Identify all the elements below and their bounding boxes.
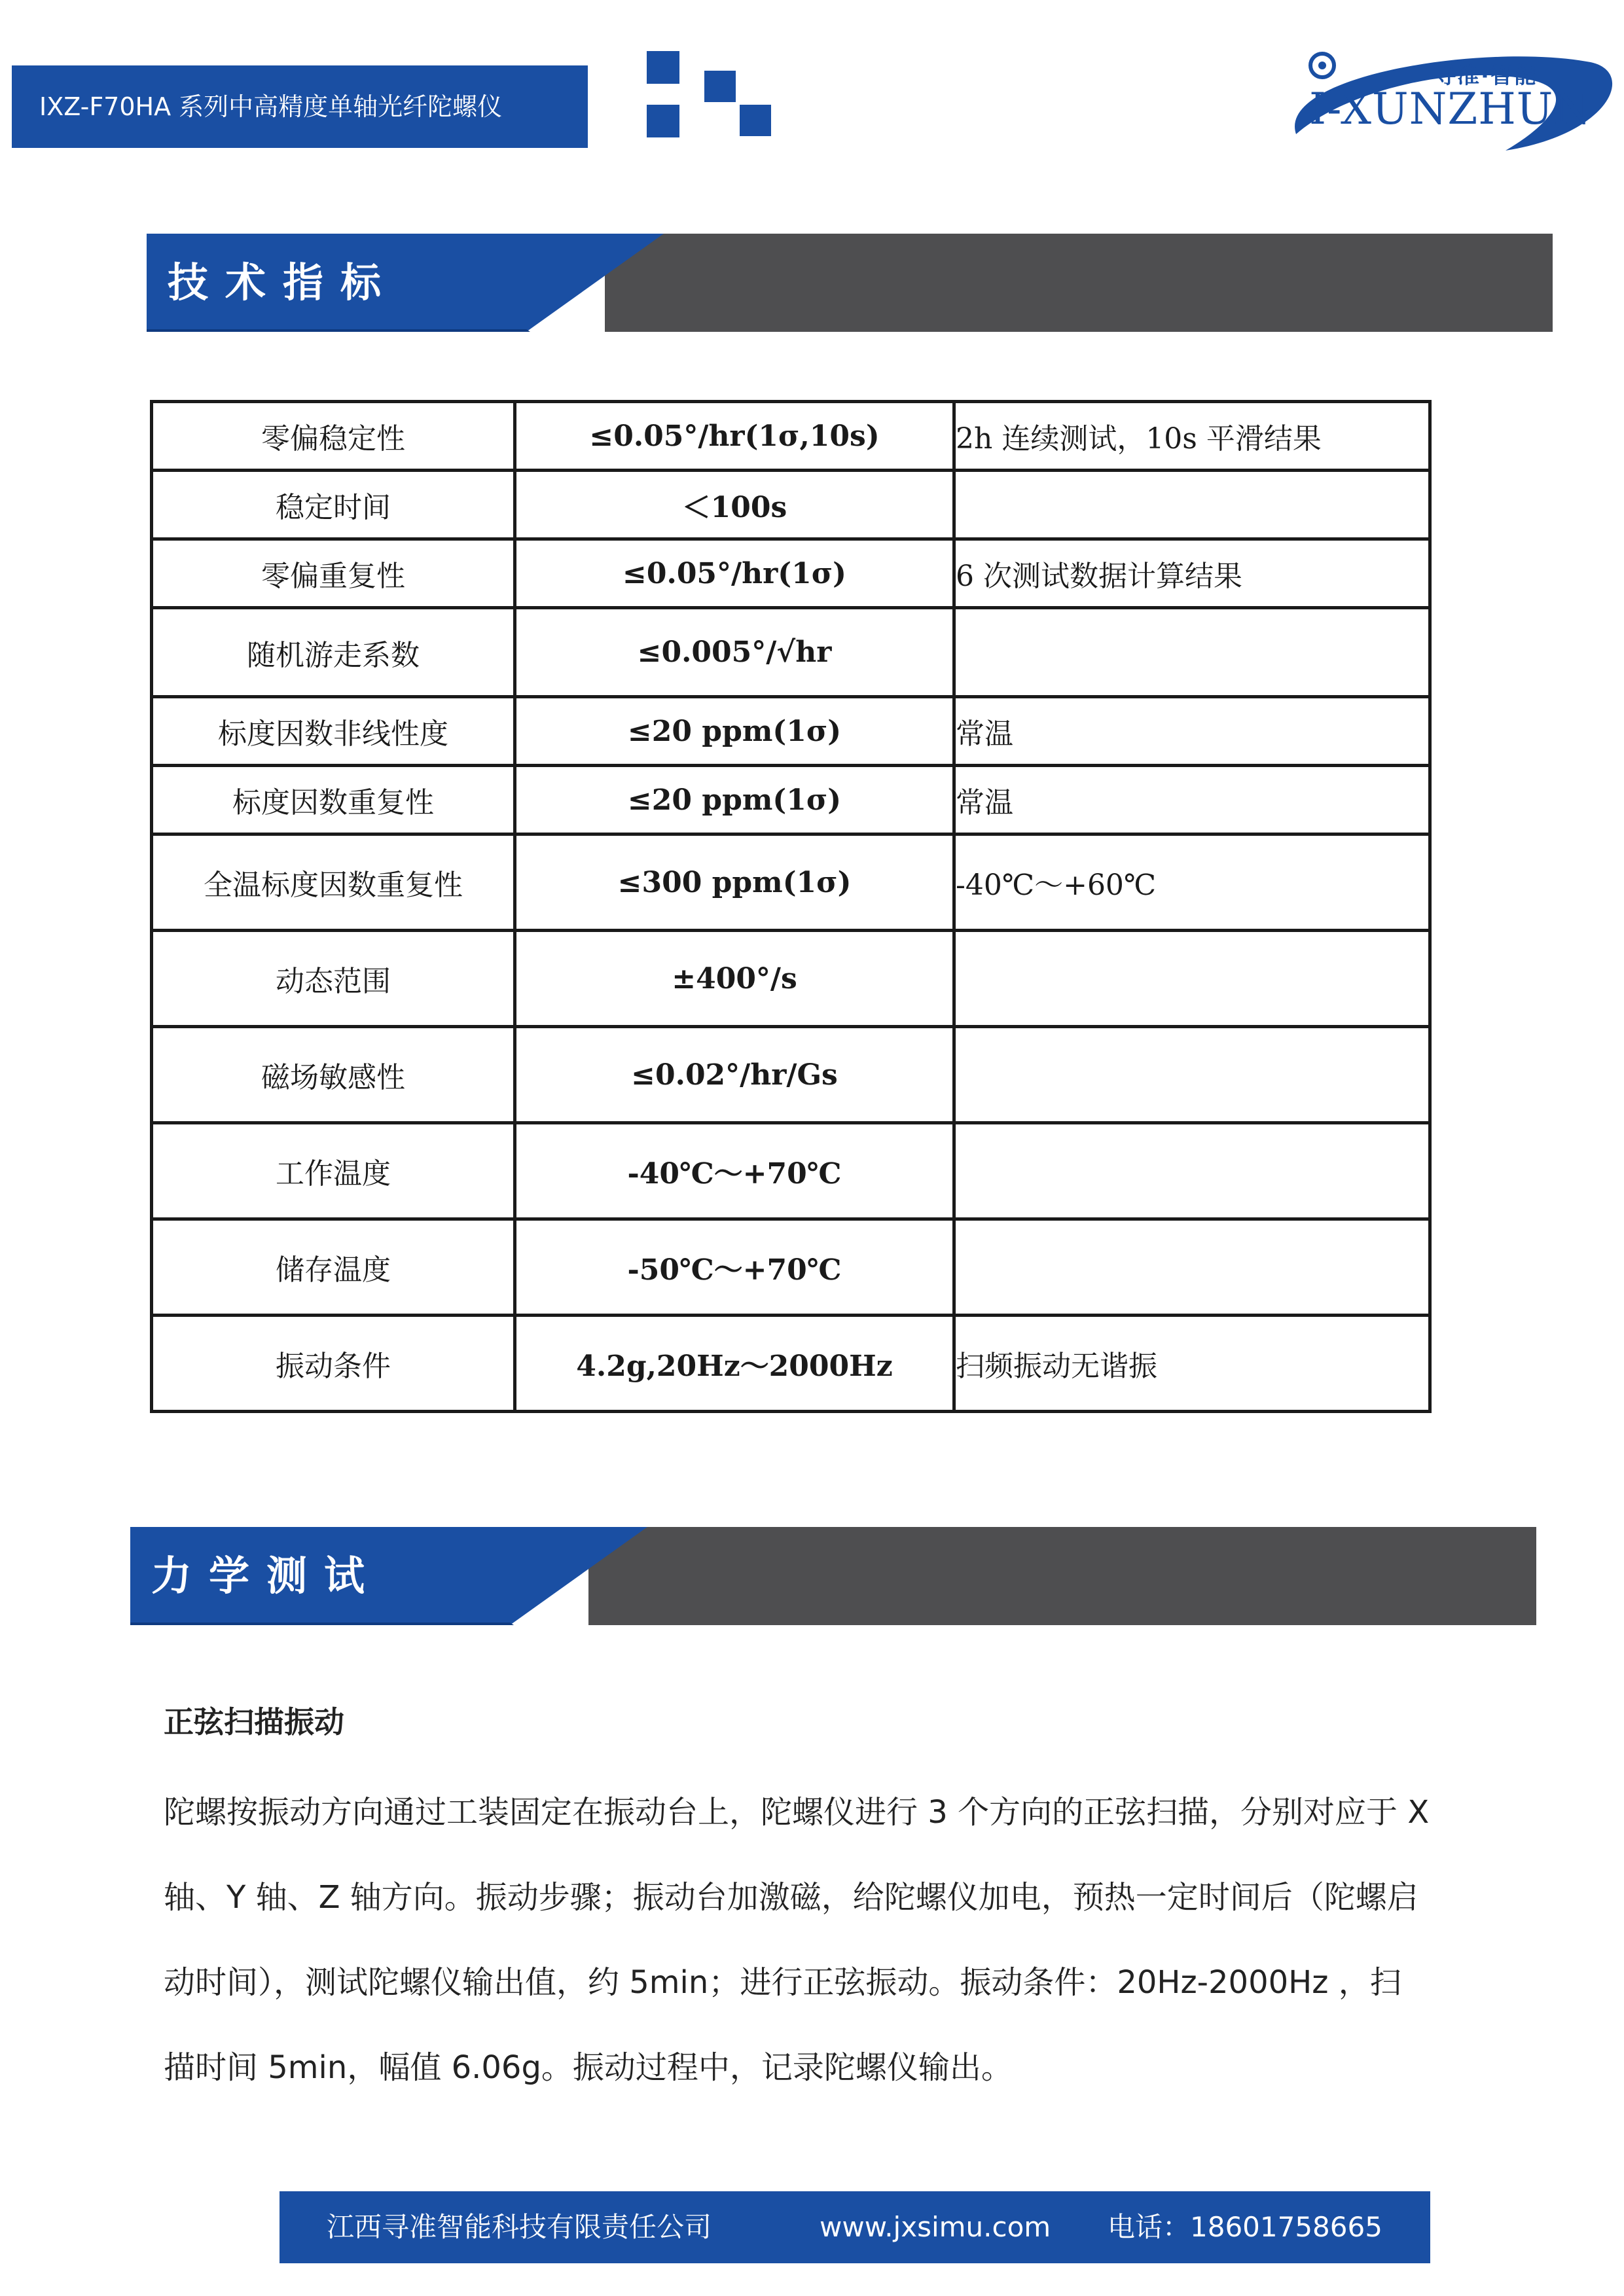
- spec-value: ≤0.005°/√hr: [515, 608, 954, 697]
- spec-value: ±400°/s: [515, 931, 954, 1027]
- decor-square: [647, 51, 679, 84]
- spec-name: 储存温度: [152, 1219, 515, 1316]
- spec-note: 常温: [954, 766, 1430, 834]
- table-row: [152, 1316, 1430, 1412]
- section-title: 技术指标: [168, 259, 399, 306]
- spec-name: 标度因数重复性: [152, 766, 515, 834]
- spec-note: [954, 1219, 1430, 1316]
- spec-note: 2h 连续测试，10s 平滑结果: [954, 402, 1430, 471]
- spec-name: 全温标度因数重复性: [152, 834, 515, 931]
- spec-name: 零偏重复性: [152, 539, 515, 608]
- logo-chinese-text: 寻准·智能: [1434, 63, 1538, 89]
- spec-value: ≤0.05°/hr(1σ): [515, 539, 954, 608]
- spec-table: [150, 400, 1432, 1413]
- decor-square: [704, 71, 736, 102]
- spec-note: [954, 471, 1430, 539]
- spec-name: 标度因数非线性度: [152, 697, 515, 766]
- subsection-heading: 正弦扫描振动: [164, 1704, 344, 1740]
- spec-value: ≤0.02°/hr/Gs: [515, 1027, 954, 1123]
- spec-value: ≤20 ppm(1σ): [515, 766, 954, 834]
- spec-value: ＜100s: [515, 471, 954, 539]
- table-row: [152, 1123, 1430, 1219]
- spec-value: -50℃～+70℃: [515, 1219, 954, 1316]
- spec-name: 随机游走系数: [152, 608, 515, 697]
- paragraph-line: 陀螺按振动方向通过工装固定在振动台上，陀螺仪进行 3 个方向的正弦扫描，分别对应于 X: [164, 1794, 1430, 1831]
- section-banner-mechanical: [130, 1527, 1536, 1625]
- spec-name: 振动条件: [152, 1316, 515, 1412]
- table-row: [152, 402, 1430, 471]
- table-row: [152, 931, 1430, 1027]
- table-row: [152, 539, 1430, 608]
- decor-square: [647, 105, 679, 137]
- spec-note: 6 次测试数据计算结果: [954, 539, 1430, 608]
- paragraph-line: 轴、Y 轴、Z 轴方向。振动步骤；振动台加激磁，给陀螺仪加电，预热一定时间后（陀螺启: [164, 1879, 1418, 1916]
- table-row: [152, 608, 1430, 697]
- table-row: [152, 834, 1430, 931]
- spec-note: [954, 608, 1430, 697]
- spec-name: 磁场敏感性: [152, 1027, 515, 1123]
- table-row: [152, 1027, 1430, 1123]
- spec-name: 工作温度: [152, 1123, 515, 1219]
- spec-note: 常温: [954, 697, 1430, 766]
- footer-company: 江西寻准智能科技有限责任公司: [327, 2211, 712, 2243]
- paragraph-line: 描时间 5min，幅值 6.06g。振动过程中，记录陀螺仪输出。: [164, 2049, 1013, 2086]
- spec-note: [954, 1027, 1430, 1123]
- footer-bar: [280, 2191, 1430, 2263]
- document-title: IXZ-F70HA 系列中高精度单轴光纤陀螺仪: [39, 92, 503, 121]
- spec-note: [954, 931, 1430, 1027]
- spec-value: ≤20 ppm(1σ): [515, 697, 954, 766]
- spec-value: ≤300 ppm(1σ): [515, 834, 954, 931]
- table-row: [152, 697, 1430, 766]
- logo-english-text: I-XUNZHUN: [1309, 84, 1593, 134]
- section-title: 力学测试: [151, 1552, 382, 1600]
- spec-value: ≤0.05°/hr(1σ,10s): [515, 402, 954, 471]
- section-banner-specs: [147, 234, 1553, 332]
- table-row: [152, 766, 1430, 834]
- footer-phone: 电话：18601758665: [1108, 2211, 1382, 2243]
- spec-note: [954, 1123, 1430, 1219]
- spec-name: 稳定时间: [152, 471, 515, 539]
- table-row: [152, 1219, 1430, 1316]
- spec-name: 动态范围: [152, 931, 515, 1027]
- decor-square: [740, 105, 771, 136]
- paragraph-line: 动时间），测试陀螺仪输出值，约 5min；进行正弦振动。振动条件：20Hz-2000Hz ，扫: [164, 1964, 1401, 2001]
- table-row: [152, 471, 1430, 539]
- spec-value: 4.2g,20Hz～2000Hz: [515, 1316, 954, 1412]
- spec-value: -40℃～+70℃: [515, 1123, 954, 1219]
- spec-note: -40℃～+60℃: [954, 834, 1430, 931]
- spec-name: 零偏稳定性: [152, 402, 515, 471]
- footer-website[interactable]: www.jxsimu.com: [820, 2211, 1051, 2243]
- spec-note: 扫频振动无谐振: [954, 1316, 1430, 1412]
